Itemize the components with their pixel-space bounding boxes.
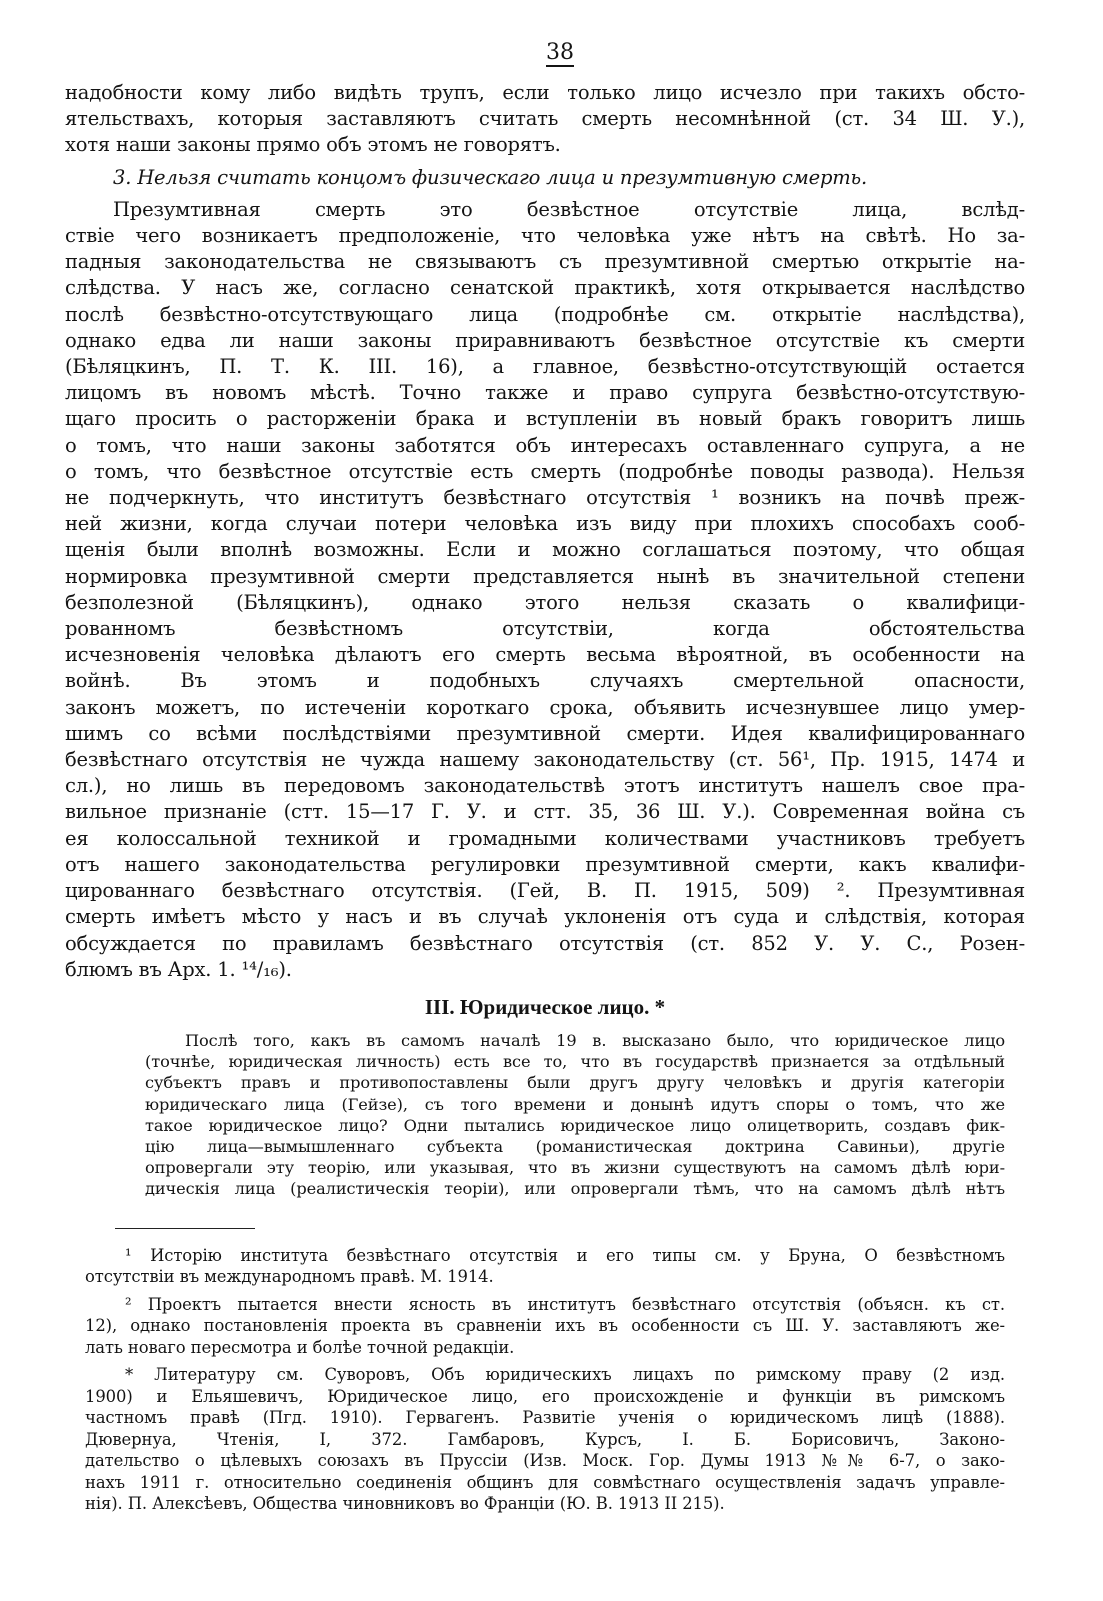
text-line: дическія лица (реалистическія теоріи), или опровергали тѣмъ, что на самомъ дѣлѣ нѣтъ xyxy=(145,1179,1005,1199)
text-line: послѣ безвѣстно-отсутствующаго лица (подробнѣе см. открытіе наслѣдства), xyxy=(65,302,1025,326)
text-line: безвѣстнаго отсутствія не чужда нашему законодательству (ст. 56¹, Пр. 1915, 1474 и xyxy=(65,748,1025,772)
text-line: слѣдства. У насъ же, согласно сенатской практикѣ, хотя открывается наслѣдство xyxy=(65,276,1025,300)
page-number: 38 xyxy=(546,40,574,65)
text-line: войнѣ. Въ этомъ и подобныхъ случаяхъ смертельной опасности, xyxy=(65,669,1025,693)
text-line: не подчеркнуть, что институтъ безвѣстнаго отсутствія ¹ возникъ на почвѣ преж- xyxy=(65,486,1025,510)
text-line: вильное признаніе (стт. 15—17 Г. У. и стт. 35, 36 Ш. У.). Современная война съ xyxy=(65,800,1025,824)
footnote-divider xyxy=(115,1228,255,1229)
text-line: надобности кому либо видѣть трупъ, если только лицо исчезло при такихъ обсто- xyxy=(65,81,1025,104)
text-line: такое юридическое лицо? Одни пытались юридическое лицо олицетворить, создавъ фик- xyxy=(145,1115,1005,1135)
text-line: (точнѣе, юридическая личность) есть все то, что въ государствѣ признается за отдѣльный xyxy=(145,1052,1005,1072)
footnote-line: отсутствіи въ международномъ правѣ. М. 1914. xyxy=(85,1267,494,1287)
document-page xyxy=(65,40,1025,1521)
text-line: падныя законодательства не связываютъ съ презумтивной смертью открытіе на- xyxy=(65,250,1025,274)
subheading-text: 3. Нельзя считать концомъ физическаго лица и презумтивную смерть. xyxy=(113,165,867,189)
text-line: безполезной (Бѣляцкинъ), однако этого нельзя сказать о квалифици- xyxy=(65,590,1025,614)
text-line: сл.), но лишь въ передовомъ законодательствѣ этотъ институтъ нашелъ свое пра- xyxy=(65,774,1025,798)
text-line: щенія были вполнѣ возможны. Если и можно соглашаться поэтому, что общая xyxy=(65,538,1025,562)
section-heading: III. Юридическое лицо. * xyxy=(424,994,666,1019)
text-line: о томъ, что безвѣстное отсутствіе есть смерть (подробнѣе поводы развода). Нельзя xyxy=(65,459,1025,483)
footnotes xyxy=(85,1245,1005,1515)
text-line: ствіе чего возникаетъ предположеніе, что человѣка уже нѣтъ на свѣтѣ. Но за- xyxy=(65,224,1025,248)
text-line: о томъ, что наши законы заботятся объ интересахъ оставленнаго супруга, а не xyxy=(65,433,1025,457)
footnote-line: 1900) и Ельяшевичъ, Юридическое лицо, его происхожденіе и функціи въ римскомъ xyxy=(85,1386,1005,1406)
footnote-line: лать новаго пересмотра и болѣе точной редакціи. xyxy=(85,1337,515,1357)
text-line: опровергали эту теорію, или указывая, что въ жизни существуютъ на самомъ дѣлѣ юри- xyxy=(145,1158,1005,1178)
text-line: ней жизни, когда случаи потери человѣка изъ виду при плохихъ способахъ сооб- xyxy=(65,512,1025,536)
continuation-text xyxy=(65,80,1025,159)
text-line: лицомъ въ новомъ мѣстѣ. Точно также и право супруга безвѣстно-отсутствую- xyxy=(65,381,1025,405)
legal-entity-paragraph xyxy=(145,1030,1005,1200)
text-line: шимъ со всѣми послѣдствіями презумтивной смерти. Идея квалифицированнаго xyxy=(65,721,1025,745)
text-line: субъектъ правъ и противопоставлены были другъ другу человѣкъ и другія категоріи xyxy=(145,1073,1005,1093)
text-line: нормировка презумтивной смерти представляется нынѣ въ значительной степени xyxy=(65,564,1025,588)
text-line: законъ можетъ, по истеченіи короткаго срока, объявить исчезнувшее лицо умер- xyxy=(65,695,1025,719)
footnote-line: нахъ 1911 г. относительно соединенія общинъ для совмѣстнаго осуществленія задачъ управле- xyxy=(85,1472,1005,1492)
footnote-line: Дювернуа, Чтенія, I, 372. Гамбаровъ, Курсъ, I. Б. Борисовичъ, Законо- xyxy=(85,1429,1005,1449)
text-line: обсуждается по правиламъ безвѣстнаго отсутствія (ст. 852 У. У. С., Розен- xyxy=(65,931,1025,955)
text-line: исчезновенія человѣка дѣлаютъ его смерть весьма вѣроятной, въ особенности на xyxy=(65,643,1025,667)
text-line: рованномъ безвѣстномъ отсутствіи, когда обстоятельства xyxy=(65,617,1025,641)
text-line: отъ нашего законодательства регулировки презумтивной смерти, какъ квалифи- xyxy=(65,852,1025,876)
text-line: Послѣ того, какъ въ самомъ началѣ 19 в. высказано было, что юридическое лицо xyxy=(185,1030,1005,1050)
text-line: Презумтивная смерть это безвѣстное отсутствіе лица, вслѣд- xyxy=(113,197,1025,221)
text-line: смерть имѣетъ мѣсто у насъ и въ случаѣ уклоненія отъ суда и слѣдствія, которая xyxy=(65,905,1025,929)
footnote-literature xyxy=(85,1364,1005,1515)
footnote-line: частномъ правѣ (Пгд. 1910). Гервагенъ. Развитіе ученія о юридическомъ лицѣ (1888). xyxy=(85,1408,1005,1428)
text-line: юридическаго лица (Гейзе), съ того времени и донынѣ идутъ споры о томъ, что же xyxy=(145,1094,1005,1114)
text-line: блюмъ въ Арх. 1. ¹⁴/₁₆). xyxy=(65,957,292,981)
footnote-line: ¹ Исторію института безвѣстнаго отсутствія и его типы см. у Бруна, О безвѣстномъ xyxy=(125,1245,1005,1265)
footnote-1 xyxy=(85,1245,1005,1288)
presumptive-death-paragraph xyxy=(65,197,1025,983)
text-line: однако едва ли наши законы приравниваютъ безвѣстное отсутствіе къ смерти xyxy=(65,328,1025,352)
text-line: ятельствахъ, которыя заставляютъ считать смерть несомнѣнной (ст. 34 Ш. У.), xyxy=(65,107,1025,131)
footnote-line: * Литературу см. Суворовъ, Объ юридическихъ лицахъ по римскому праву (2 изд. xyxy=(125,1365,1005,1385)
text-line: щаго просить о расторженіи брака и вступленіи въ новый бракъ говоритъ лишь xyxy=(65,407,1025,431)
footnote-line: нія). П. Алексѣевъ, Общества чиновниковъ во Франціи (Ю. В. 1913 II 215). xyxy=(85,1494,725,1514)
footnote-2 xyxy=(85,1294,1005,1359)
text-line: ея колоссальной техникой и громадными количествами участниковъ требуетъ xyxy=(65,826,1025,850)
footnote-line: дательство о цѣлевыхъ союзахъ въ Пруссіи (Изв. Моск. Гор. Думы 1913 №№ 6-7, о зако- xyxy=(85,1451,1005,1471)
text-line: хотя наши законы прямо объ этомъ не говорятъ. xyxy=(65,133,561,157)
text-line: (Бѣляцкинъ, П. Т. К. III. 16), а главное, безвѣстно-отсутствующій остается xyxy=(65,355,1025,379)
subsection-heading xyxy=(113,165,1025,191)
text-line: цированнаго безвѣстнаго отсутствія. (Гей, В. П. 1915, 509) ². Презумтивная xyxy=(65,879,1025,903)
footnote-line: 12), однако постановленія проекта въ сравненіи ихъ въ особенности съ Ш. У. заставляютъ же- xyxy=(85,1316,1005,1336)
footnote-line: ² Проектъ пытается внести ясность въ институтъ безвѣстнаго отсутствія (объясн. къ ст. xyxy=(125,1294,1005,1314)
text-line: цію лица—вымышленнаго субъекта (романистическая доктрина Савиньи), другіе xyxy=(145,1136,1005,1156)
